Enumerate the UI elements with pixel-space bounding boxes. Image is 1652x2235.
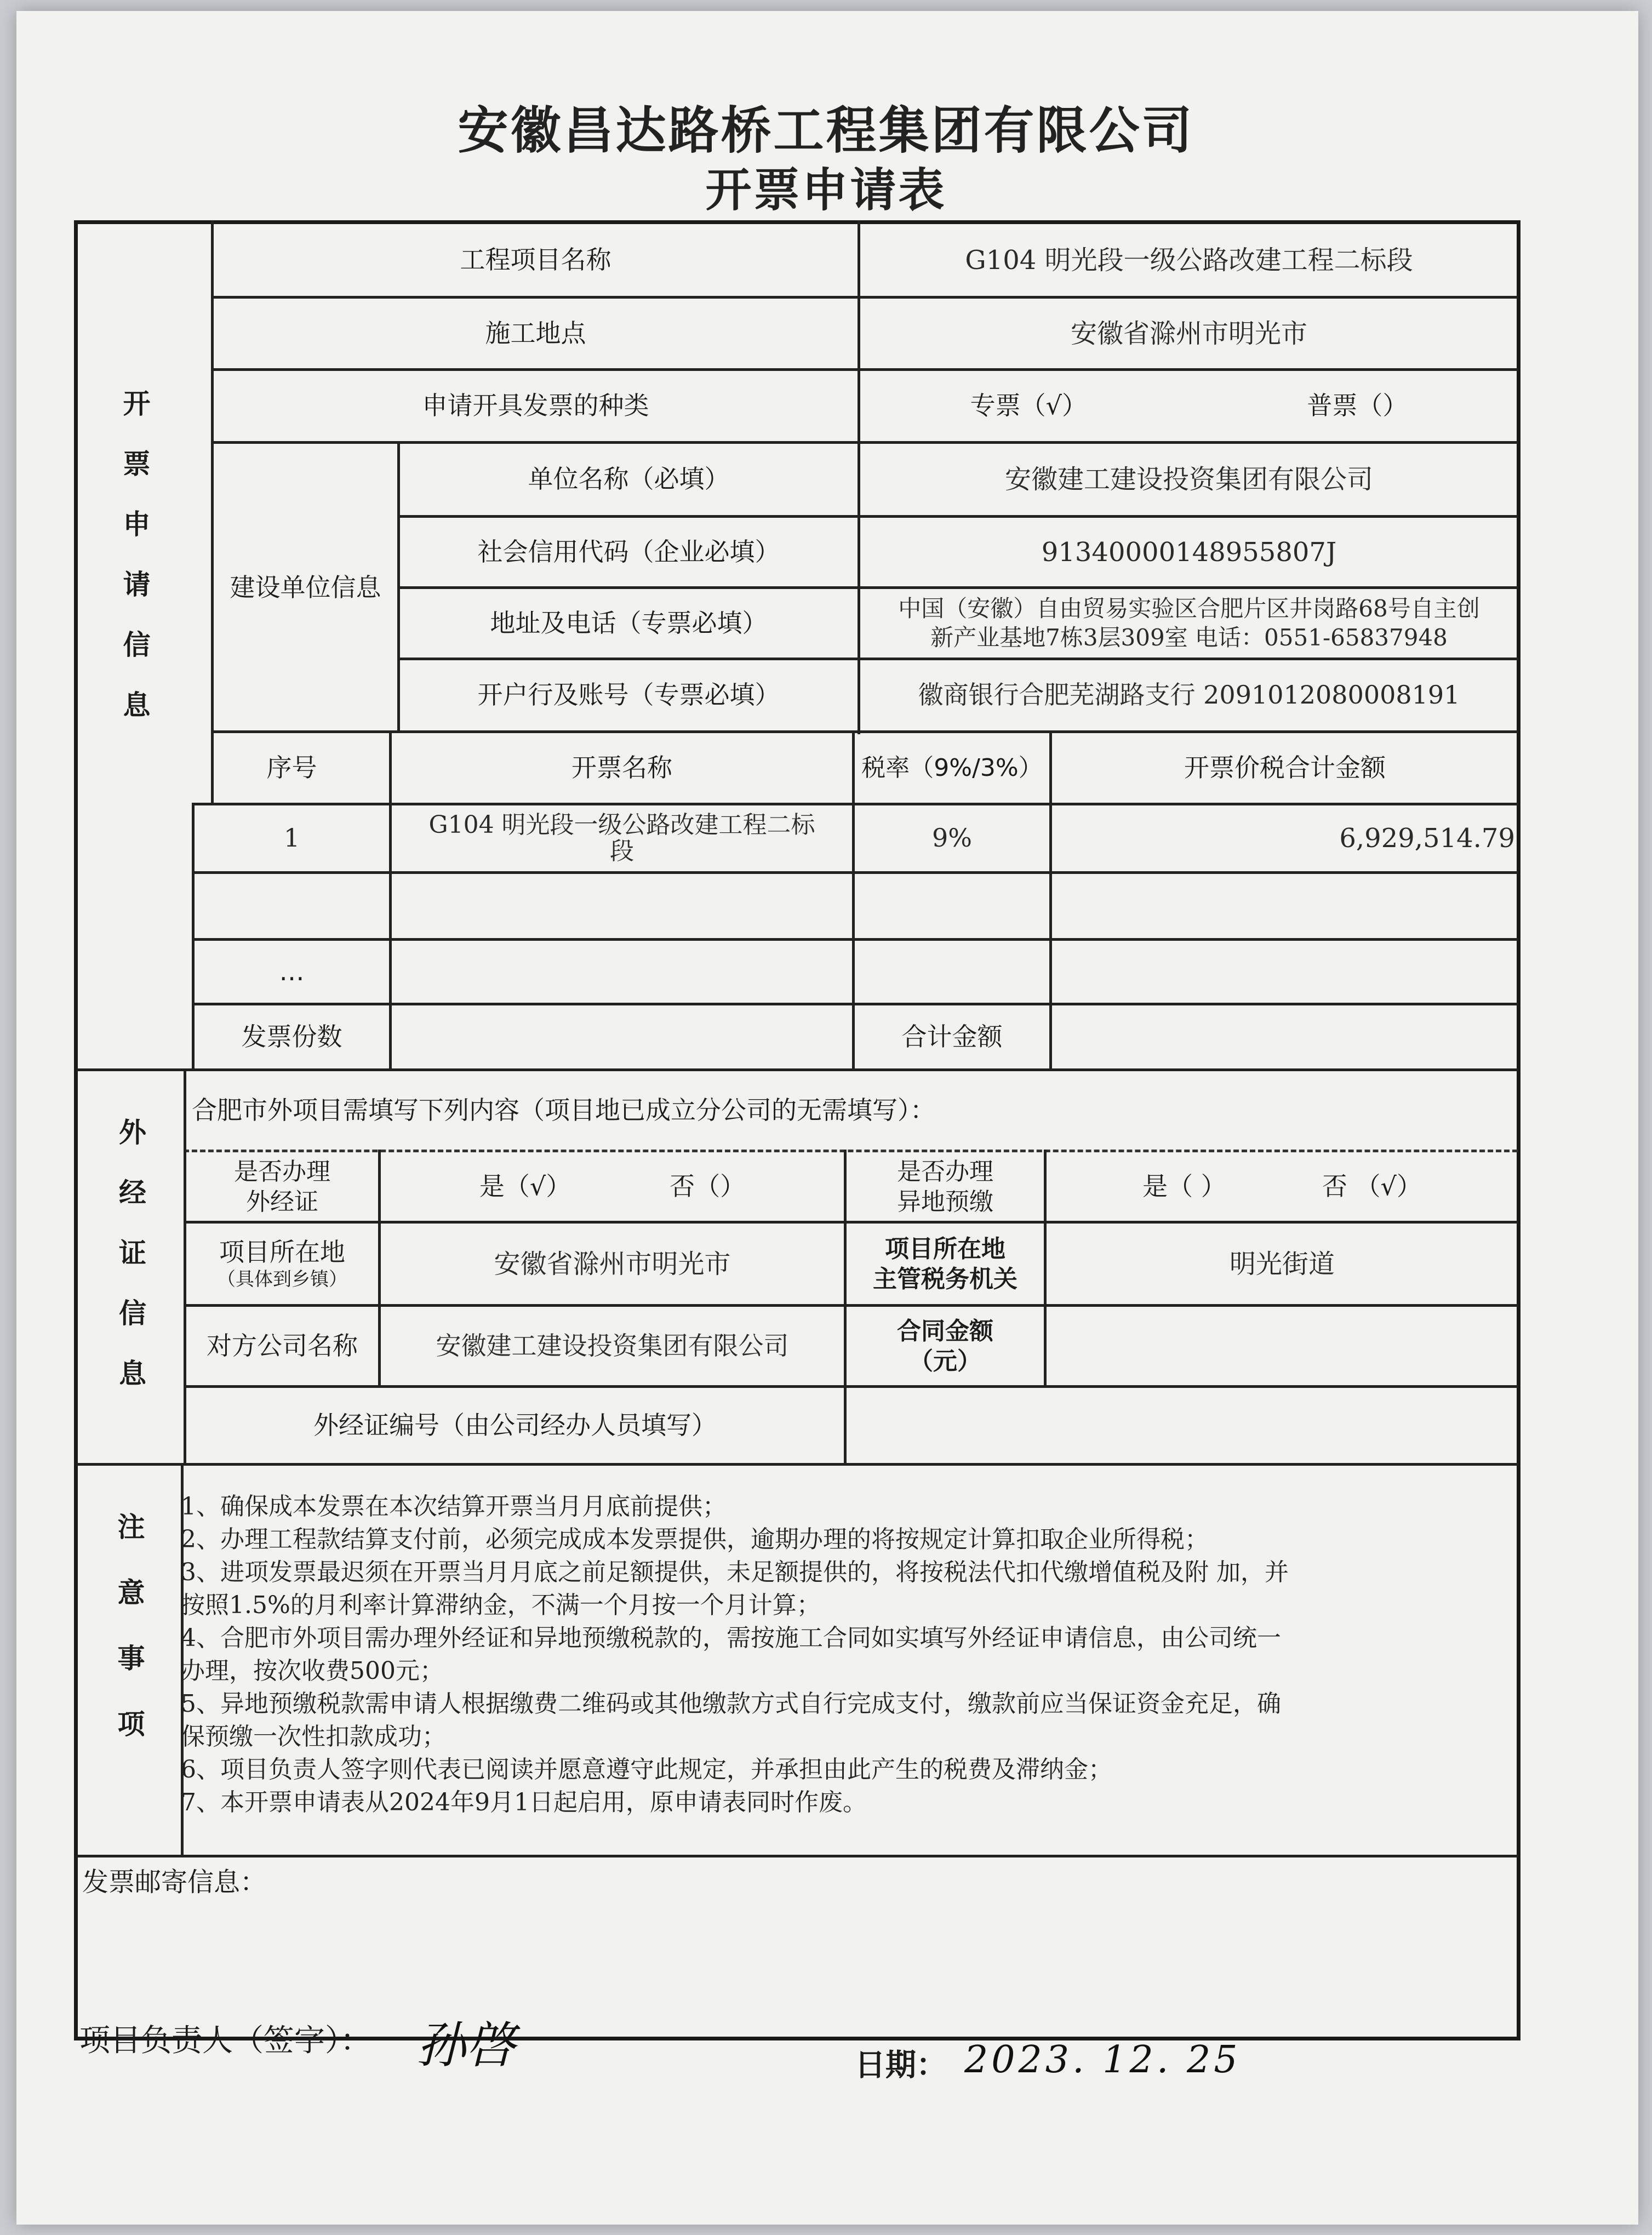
location-value: 安徽省滁州市明光市	[1070, 318, 1307, 349]
address-label: 地址及电话（专票必填）	[490, 608, 768, 638]
table-row-seq: 1	[283, 823, 300, 853]
table-row-name: G104 明光段一级公路改建工程二标 段	[428, 810, 815, 865]
prepay-options	[1047, 1152, 1518, 1221]
header-tax-rate: 税率（9%/3%）	[861, 754, 1043, 782]
prepay-yes: 是（ ）	[1142, 1171, 1226, 1201]
tax-office-label: 项目所在地 主管税务机关	[873, 1234, 1018, 1293]
mailing-info-label: 发票邮寄信息：	[82, 1867, 267, 1897]
builder-group-label: 建设单位信息	[230, 572, 381, 602]
project-location-value: 安徽省滁州市明光市	[494, 1248, 731, 1279]
contract-amount-label: 合同金额 （元）	[897, 1317, 993, 1375]
header-amount: 开票价税合计金额	[1184, 752, 1386, 782]
notes-list	[181, 1490, 1518, 1819]
section-label-notes: 注意事项	[113, 1512, 145, 1775]
section-label-outbound-cert: 外经证信息	[115, 1118, 146, 1419]
note-line: 2、办理工程款结算支付前，必须完成成本发票提供，逾期办理的将按规定计算扣取企业所得税；	[181, 1525, 1209, 1553]
note-line: 6、项目负责人签字则代表已阅读并愿意遵守此规定，并承担由此产生的税费及滞纳金；	[181, 1756, 1112, 1784]
company-title: 安徽昌达路桥工程集团有限公司	[458, 101, 1194, 160]
counterparty-label: 对方公司名称	[207, 1330, 358, 1361]
note-line: 5、异地预缴税款需申请人根据缴费二维码或其他缴款方式自行完成支付，缴款前应当保证资金充足，确	[181, 1690, 1281, 1718]
signer-label: 项目负责人（签字）：	[79, 2023, 371, 2059]
header-seq: 序号	[266, 752, 317, 782]
table-row-tax-rate: 9%	[932, 823, 972, 853]
handle-cert-yes: 是（√）	[479, 1171, 571, 1201]
unit-name-label: 单位名称（必填）	[528, 464, 730, 494]
note-line: 办理，按次收费500元；	[181, 1657, 444, 1685]
form-title: 开票申请表	[705, 163, 947, 217]
outbound-instruction: 合肥市外项目需填写下列内容（项目地已成立分公司的无需填写）：	[192, 1095, 935, 1125]
prepay-no: 否 （√）	[1322, 1171, 1422, 1201]
credit-code-value: 91340000148955807J	[1041, 536, 1337, 568]
header-invoice-name: 开票名称	[571, 752, 672, 782]
tax-office-value: 明光街道	[1229, 1248, 1335, 1279]
credit-code-label: 社会信用代码（企业必填）	[477, 536, 780, 567]
total-amount-label: 合计金额	[901, 1021, 1003, 1051]
table-row-amount: 6,929,514.79	[1339, 823, 1515, 854]
note-line: 1、确保成本发票在本次结算开票当月月底前提供；	[181, 1493, 727, 1521]
project-name-label: 工程项目名称	[460, 245, 611, 275]
signature: 孙啓	[416, 2017, 515, 2074]
project-name-value: G104 明光段一级公路改建工程二标段	[965, 245, 1413, 276]
note-line: 3、进项发票最迟须在开票当月月底之前足额提供，未足额提供的，将按税法代扣代缴增值税及附 加，并	[181, 1558, 1289, 1586]
special-invoice-option: 专票（√）	[970, 391, 1087, 421]
location-label: 施工地点	[485, 318, 586, 348]
handle-cert-label: 是否办理 外经证	[234, 1157, 330, 1216]
address-value: 中国（安徽）自由贸易实验区合肥片区井岗路68号自主创 新产业基地7栋3层309室 电话：0551-65837948	[898, 595, 1480, 651]
bank-value: 徽商银行合肥芜湖路支行 2091012080008191	[918, 680, 1460, 710]
counterparty-value: 安徽建工建设投资集团有限公司	[436, 1330, 789, 1361]
invoice-type-options	[860, 371, 1518, 441]
note-line: 7、本开票申请表从2024年9月1日起启用，原申请表同时作废。	[181, 1788, 867, 1816]
note-line: 保预缴一次性扣款成功；	[181, 1723, 446, 1751]
date-label: 日期：	[855, 2048, 947, 2083]
section-label-invoice-info: 开票申请信息	[118, 389, 151, 751]
project-location-label: 项目所在地 （具体到乡镇）	[217, 1237, 347, 1290]
date-handwritten: 2023. 12. 25	[964, 2038, 1241, 2082]
bank-label: 开户行及账号（专票必填）	[477, 680, 780, 710]
handle-cert-options	[381, 1152, 844, 1221]
note-line: 4、合肥市外项目需办理外经证和异地预缴税款的，需按施工合同如实填写外经证申请信息，由公司统一	[181, 1624, 1281, 1652]
invoice-type-label: 申请开具发票的种类	[422, 391, 649, 421]
normal-invoice-option: 普票（）	[1307, 391, 1408, 421]
table-ellipsis: …	[279, 956, 305, 986]
unit-name-value: 安徽建工建设投资集团有限公司	[1004, 464, 1373, 495]
invoice-copies-label: 发票份数	[241, 1021, 342, 1051]
handle-cert-no: 否（）	[670, 1171, 746, 1201]
cert-number-label: 外经证编号（由公司经办人员填写）	[313, 1410, 717, 1440]
prepay-label: 是否办理 异地预缴	[897, 1157, 993, 1216]
note-line: 按照1.5%的月利率计算滞纳金，不满一个月按一个月计算；	[181, 1591, 821, 1619]
